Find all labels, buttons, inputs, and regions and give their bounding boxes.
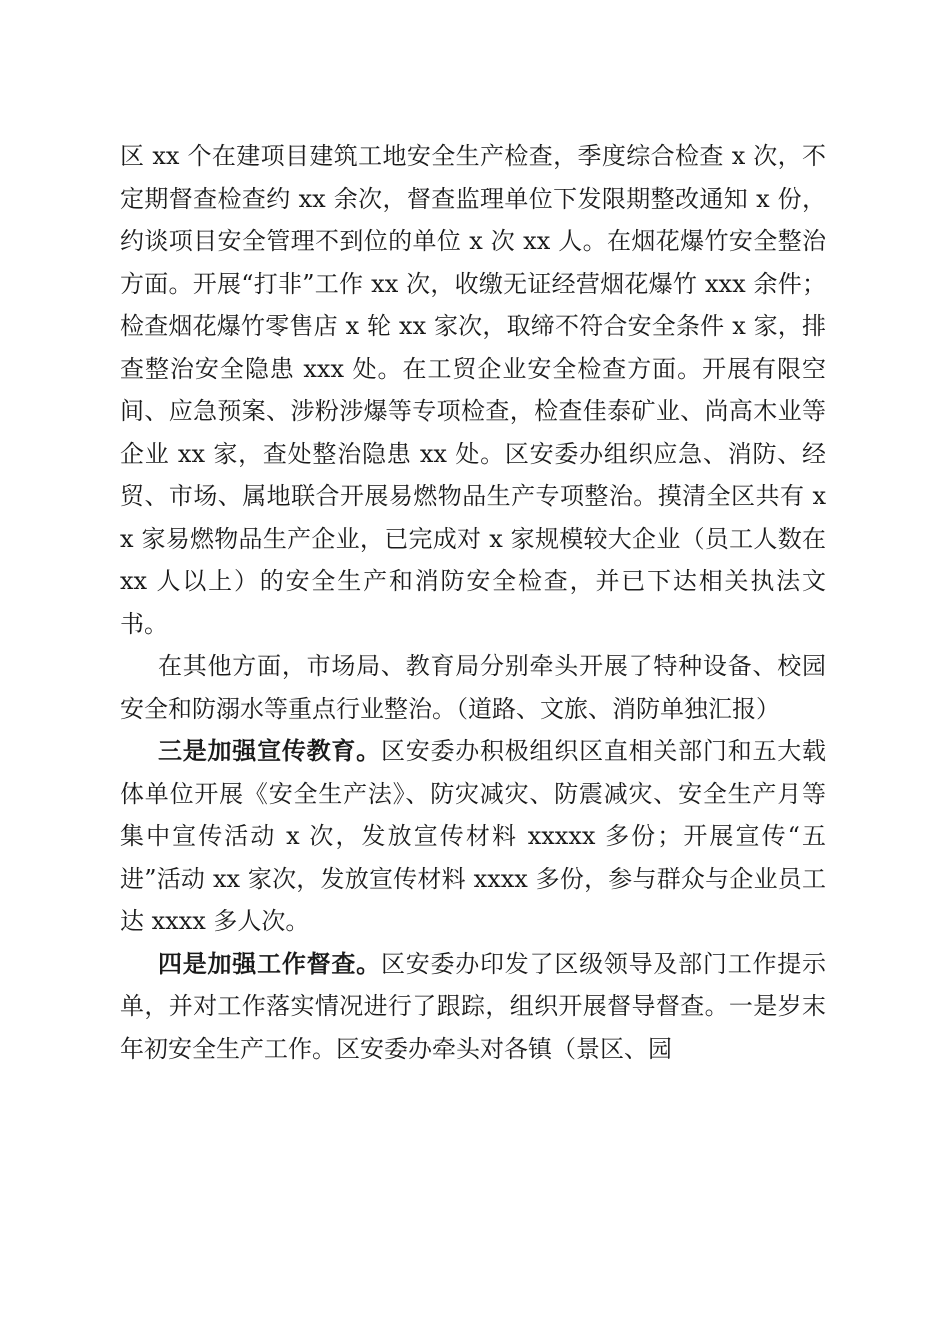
paragraph-work-supervision: [120, 943, 826, 1071]
paragraph-text: 在其他方面，市场局、教育局分别牵头开展了特种设备、校园安全和防溺水等重点行业整治。（道路、文旅、消防单独汇报）: [120, 652, 826, 723]
paragraph-text: 区安委办印发了区级领导及部门工作提示单，并对工作落实情况进行了跟踪，组织开展督导督查。一是岁末年初安全生产工作。区安委办牵头对各镇（景区、园: [120, 949, 827, 1063]
paragraph-publicity-education: [120, 730, 826, 943]
paragraph-construction-fireworks-industry-checks: [120, 135, 826, 645]
document-body: [120, 135, 826, 1070]
paragraph-text: 区安委办积极组织区直相关部门和五大载体单位开展《安全生产法》、防灾减灾、防震减灾、安全生产月等集中宣传活动 x 次，发放宣传材料 xxxxx 多份；开展宣传“五进”活动 xx 家次，发放宣传材料 xxxx 多份，参与群众与企业员工达 xxxx 多人次。: [120, 737, 827, 935]
paragraph-other-sectors: [120, 645, 826, 730]
paragraph-text: 区 xx 个在建项目建筑工地安全生产检查，季度综合检查 x 次，不定期督查检查约 xx 余次，督查监理单位下发限期整改通知 x 份，约谈项目安全管理不到位的单位 x 次 xx 人。在烟花爆竹安全整治方面。开展“打非”工作 xx 次，收缴无证经营烟花爆竹 xxx 余件；检查烟花爆竹零售店 x 轮 xx 家次，取缔不符合安全条件 x 家，排查整治安全隐患 xxx 处。在工贸企业安全检查方面。开展有限空间、应急预案、涉粉涉爆等专项检查，检查佳泰矿业、尚高木业等企业 xx 家，查处整治隐患 xx 处。区安委办组织应急、消防、经贸、市场、属地联合开展易燃物品生产专项整治。摸清全区共有 xx 家易燃物品生产企业，已完成对 x 家规模较大企业（员工人数在 xx 人以上）的安全生产和消防安全检查，并已下达相关执法文书。: [120, 142, 826, 638]
section-heading: 四是加强工作督查。: [158, 948, 381, 978]
section-heading: 三是加强宣传教育。: [158, 736, 381, 765]
